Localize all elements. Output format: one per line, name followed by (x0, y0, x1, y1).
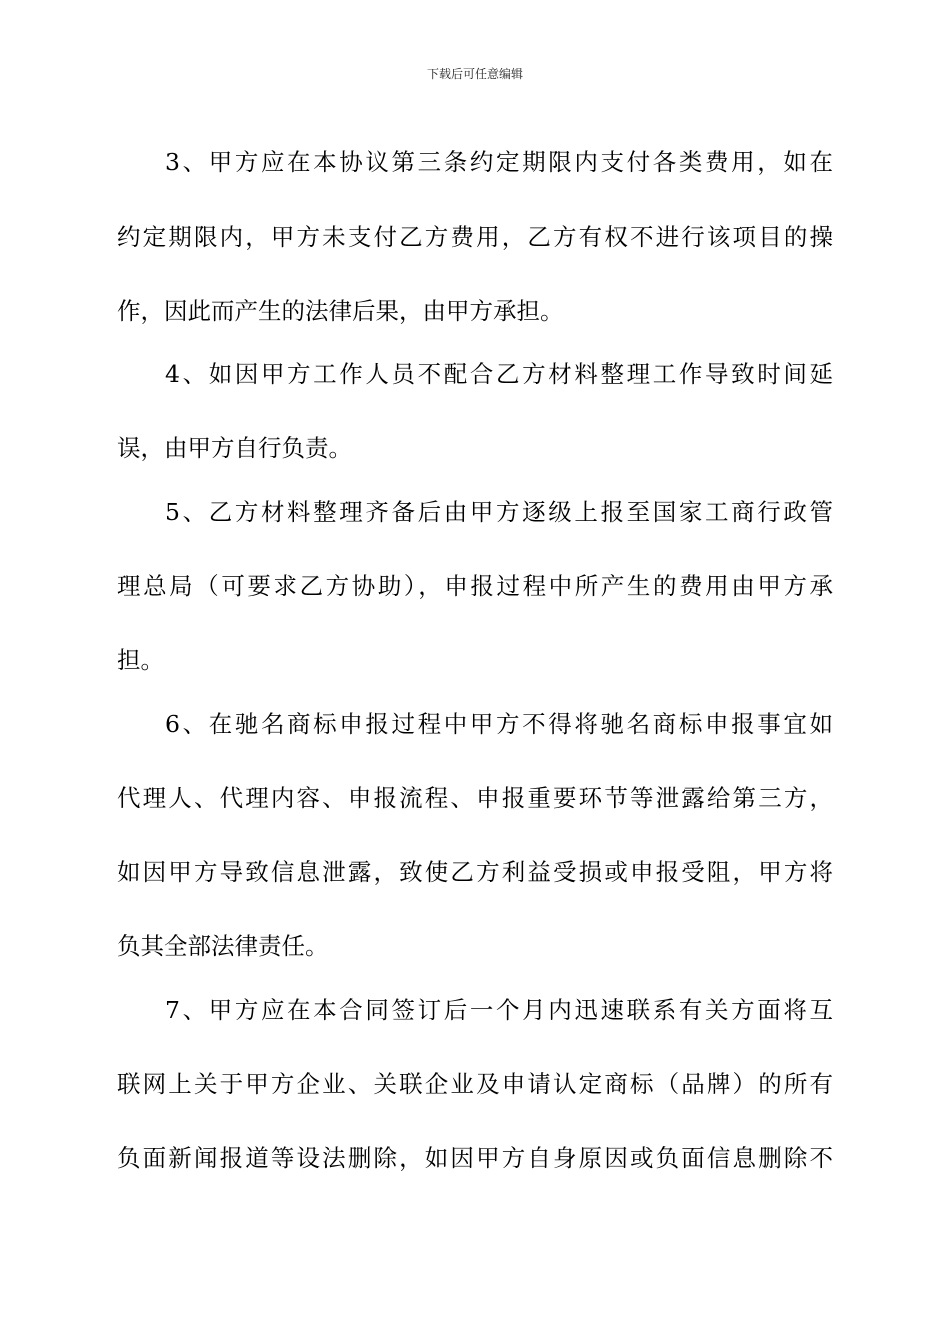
text-line: 理总局（可要求乙方协助），申报过程中所产生的费用由甲方承 (117, 572, 833, 600)
text-line: 约定期限内，甲方未支付乙方费用，乙方有权不进行该项目的操 (117, 223, 833, 251)
text-line: 6、在驰名商标申报过程中甲方不得将驰名商标申报事宜如 (165, 710, 833, 738)
text-line: 如因甲方导致信息泄露，致使乙方利益受损或申报受阻，甲方将 (117, 858, 833, 886)
text-line: 4、如因甲方工作人员不配合乙方材料整理工作导致时间延 (165, 360, 833, 388)
text-line: 负面新闻报道等设法删除，如因甲方自身原因或负面信息删除不 (117, 1144, 833, 1172)
page-header: 下载后可任意编辑 (426, 67, 523, 81)
text-line: 误，由甲方自行负责。 (117, 434, 352, 462)
text-line: 7、甲方应在本合同签订后一个月内迅速联系有关方面将互 (165, 996, 833, 1024)
text-line: 联网上关于甲方企业、关联企业及申请认定商标（品牌）的所有 (117, 1070, 833, 1098)
text-line: 5、乙方材料整理齐备后由甲方逐级上报至国家工商行政管 (165, 498, 833, 526)
text-line: 作，因此而产生的法律后果，由甲方承担。 (117, 297, 564, 325)
text-line: 担。 (117, 646, 164, 674)
text-line: 代理人、代理内容、申报流程、申报重要环节等泄露给第三方， (117, 784, 833, 812)
text-line: 负其全部法律责任。 (117, 932, 329, 960)
text-line: 3、甲方应在本协议第三条约定期限内支付各类费用，如在 (165, 148, 833, 176)
